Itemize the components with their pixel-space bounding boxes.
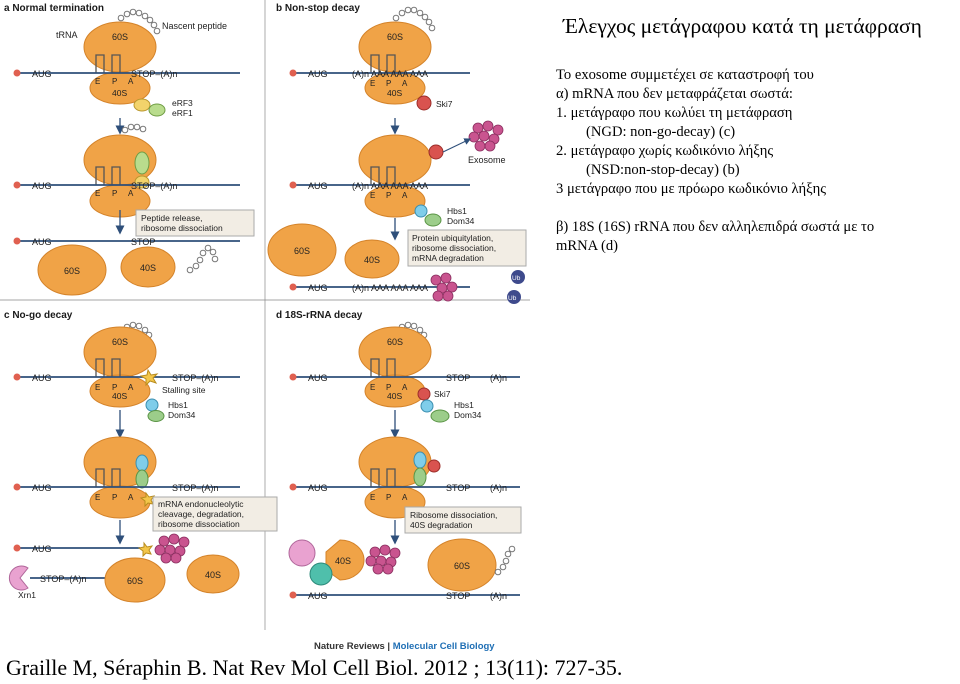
- svg-text:AUG: AUG: [308, 69, 328, 79]
- panel-a-title: a Normal termination: [4, 3, 105, 14]
- svg-text:60S: 60S: [127, 576, 144, 586]
- label-60s: 60S: [112, 32, 129, 42]
- citation: Graille M, Séraphin B. Nat Rev Mol Cell Biol. 2012 ; 13(11): 727-35.: [6, 655, 623, 680]
- svg-text:cleavage, degradation,: cleavage, degradation,: [158, 509, 245, 519]
- erf1-protein: [149, 104, 165, 116]
- svg-text:E: E: [370, 191, 376, 200]
- svg-text:(A)n AAA AAA AAA: (A)n AAA AAA AAA: [352, 181, 429, 191]
- svg-text:A: A: [402, 493, 408, 502]
- site-p: P: [112, 77, 118, 86]
- credit-section: Molecular Cell Biology: [392, 641, 495, 652]
- svg-text:P: P: [386, 79, 392, 88]
- dom34-label: Dom34: [447, 216, 475, 226]
- panel-c-no-go-decay: [4, 310, 277, 602]
- svg-text:mRNA degradation: mRNA degradation: [412, 253, 484, 263]
- credit-journal: Nature Reviews: [314, 641, 385, 652]
- svg-text:AUG: AUG: [32, 544, 52, 554]
- figure-credit: [314, 641, 495, 652]
- svg-text:P: P: [112, 189, 118, 198]
- svg-text:40S: 40S: [387, 391, 403, 401]
- erf3-label: eRF3: [172, 98, 193, 108]
- mrna-cap: [14, 70, 21, 77]
- svg-text:ribosome dissociation,: ribosome dissociation,: [412, 243, 497, 253]
- nascent-peptide-label: Nascent peptide: [162, 21, 228, 31]
- svg-text:E: E: [370, 383, 376, 392]
- body-line-7: 3 μετάγραφο που με πρόωρο κωδικόνιο λήξης: [556, 181, 827, 197]
- svg-text:60S: 60S: [387, 32, 404, 42]
- ubiquitin-chain: [507, 270, 525, 304]
- svg-text:AUG: AUG: [308, 373, 328, 383]
- svg-text:A: A: [128, 493, 134, 502]
- stalling-site-label: Stalling site: [162, 385, 206, 395]
- hbs1-protein: [415, 205, 427, 217]
- svg-text:ribosome dissociation: ribosome dissociation: [158, 519, 240, 529]
- svg-text:A: A: [402, 79, 408, 88]
- svg-text:AUG: AUG: [32, 483, 52, 493]
- panel-c-title: c No-go decay: [4, 310, 73, 321]
- svg-text:60S: 60S: [454, 561, 471, 571]
- body-line-8: β) 18S (16S) rRNA που δεν αλληλεπιδρά σωστά με το: [556, 219, 875, 235]
- svg-text:STOP: STOP: [446, 591, 471, 601]
- svg-text:Ribosome dissociation,: Ribosome dissociation,: [410, 510, 498, 520]
- panel-a-normal-termination: [4, 3, 254, 295]
- svg-text:(A)n AAA AAA AAA: (A)n AAA AAA AAA: [352, 283, 429, 293]
- slide-body: [556, 66, 960, 256]
- body-line-5: 2. μετάγραφο χωρίς κωδικόνιο λήξης: [556, 143, 774, 159]
- svg-text:E: E: [95, 383, 101, 392]
- svg-text:60S: 60S: [64, 266, 81, 276]
- body-line-3: 1. μετάγραφο που κωλύει τη μετάφραση: [556, 105, 793, 121]
- panel-b-title: b Non-stop decay: [276, 3, 360, 14]
- slide-title: Έλεγχος μετάγραφου κατά τη μετάφραση: [563, 14, 922, 38]
- svg-text:Dom34: Dom34: [454, 410, 482, 420]
- svg-text:mRNA endonucleolytic: mRNA endonucleolytic: [158, 499, 244, 509]
- svg-text:AUG: AUG: [308, 181, 328, 191]
- svg-text:STOP–(A)n: STOP–(A)n: [40, 574, 87, 584]
- svg-text:P: P: [386, 493, 392, 502]
- credit-separator: |: [384, 641, 393, 652]
- body-line-2: α) mRNA που δεν μεταφράζεται σωστά:: [556, 86, 793, 102]
- svg-text:40S: 40S: [205, 570, 222, 580]
- svg-text:40S: 40S: [364, 255, 381, 265]
- panel-b-non-stop-decay: [268, 3, 526, 304]
- ski7-label: Ski7: [436, 99, 453, 109]
- svg-text:40S degradation: 40S degradation: [410, 520, 473, 530]
- erf1-label: eRF1: [172, 108, 193, 118]
- svg-text:STOP–(A)n: STOP–(A)n: [172, 373, 219, 383]
- svg-text:Peptide release,: Peptide release,: [141, 213, 203, 223]
- svg-text:40S: 40S: [112, 391, 128, 401]
- svg-text:(A)n: (A)n: [490, 373, 508, 383]
- erf3-protein: [134, 99, 150, 111]
- svg-text:AUG: AUG: [32, 237, 52, 247]
- svg-text:Hbs1: Hbs1: [168, 400, 188, 410]
- site-e: E: [95, 77, 101, 86]
- svg-text:(A)n: (A)n: [490, 483, 508, 493]
- site-a: A: [128, 77, 134, 86]
- svg-text:ribosome dissociation: ribosome dissociation: [141, 223, 223, 233]
- xrn1-label: Xrn1: [18, 590, 36, 600]
- svg-text:40S: 40S: [140, 263, 157, 273]
- svg-text:Hbs1: Hbs1: [454, 400, 474, 410]
- stop-label: STOP–(A)n: [131, 69, 178, 79]
- body-line-4: (NGD: non-go-decay) (c): [586, 124, 736, 140]
- svg-text:E: E: [370, 79, 376, 88]
- svg-text:P: P: [386, 191, 392, 200]
- svg-text:(A)n AAA AAA AAA: (A)n AAA AAA AAA: [352, 69, 429, 79]
- ski7-protein: [417, 96, 431, 110]
- svg-text:AUG: AUG: [308, 283, 328, 293]
- label-40s: 40S: [112, 88, 128, 98]
- exosome-label: Exosome: [468, 155, 506, 165]
- xrn1-protein: [9, 566, 28, 590]
- svg-text:A: A: [402, 383, 408, 392]
- svg-text:40S: 40S: [387, 88, 403, 98]
- svg-text:Dom34: Dom34: [168, 410, 196, 420]
- svg-text:E: E: [95, 189, 101, 198]
- body-line-6: (NSD:non-stop-decay) (b): [586, 162, 740, 178]
- dom34-protein: [425, 214, 441, 226]
- svg-text:60S: 60S: [294, 246, 311, 256]
- svg-text:STOP–(A)n: STOP–(A)n: [131, 181, 178, 191]
- svg-text:40S: 40S: [335, 556, 352, 566]
- panel-d-title: d 18S-rRNA decay: [276, 310, 363, 321]
- svg-text:STOP–(A)n: STOP–(A)n: [172, 483, 219, 493]
- svg-text:AUG: AUG: [32, 373, 52, 383]
- panel-d-18s-rrna-decay: [276, 310, 521, 601]
- svg-text:A: A: [128, 189, 134, 198]
- svg-text:Ub: Ub: [508, 295, 517, 302]
- svg-text:Ski7: Ski7: [434, 389, 451, 399]
- svg-text:A: A: [402, 191, 408, 200]
- svg-text:A: A: [128, 383, 134, 392]
- aug-label: AUG: [32, 69, 52, 79]
- body-line-1: Το exosome συμμετέχει σε καταστροφή του: [556, 67, 814, 83]
- svg-text:Ub: Ub: [512, 275, 521, 282]
- released-peptide: [187, 245, 218, 273]
- svg-text:60S: 60S: [112, 337, 129, 347]
- svg-text:AUG: AUG: [308, 591, 328, 601]
- svg-text:STOP: STOP: [446, 373, 471, 383]
- svg-text:STOP: STOP: [446, 483, 471, 493]
- svg-text:P: P: [112, 383, 118, 392]
- svg-text:P: P: [386, 383, 392, 392]
- svg-text:AUG: AUG: [308, 483, 328, 493]
- body-spacer: [556, 199, 960, 218]
- trna-label: tRNA: [56, 30, 78, 40]
- body-line-9: mRNA (d): [556, 238, 619, 254]
- svg-text:60S: 60S: [387, 337, 404, 347]
- hbs1-label: Hbs1: [447, 206, 467, 216]
- svg-text:E: E: [95, 493, 101, 502]
- svg-text:(A)n: (A)n: [490, 591, 508, 601]
- exosome-complex: [469, 121, 503, 151]
- svg-text:P: P: [112, 493, 118, 502]
- svg-text:Protein ubiquitylation,: Protein ubiquitylation,: [412, 233, 494, 243]
- svg-text:AUG: AUG: [32, 181, 52, 191]
- svg-text:STOP: STOP: [131, 237, 156, 247]
- svg-text:E: E: [370, 493, 376, 502]
